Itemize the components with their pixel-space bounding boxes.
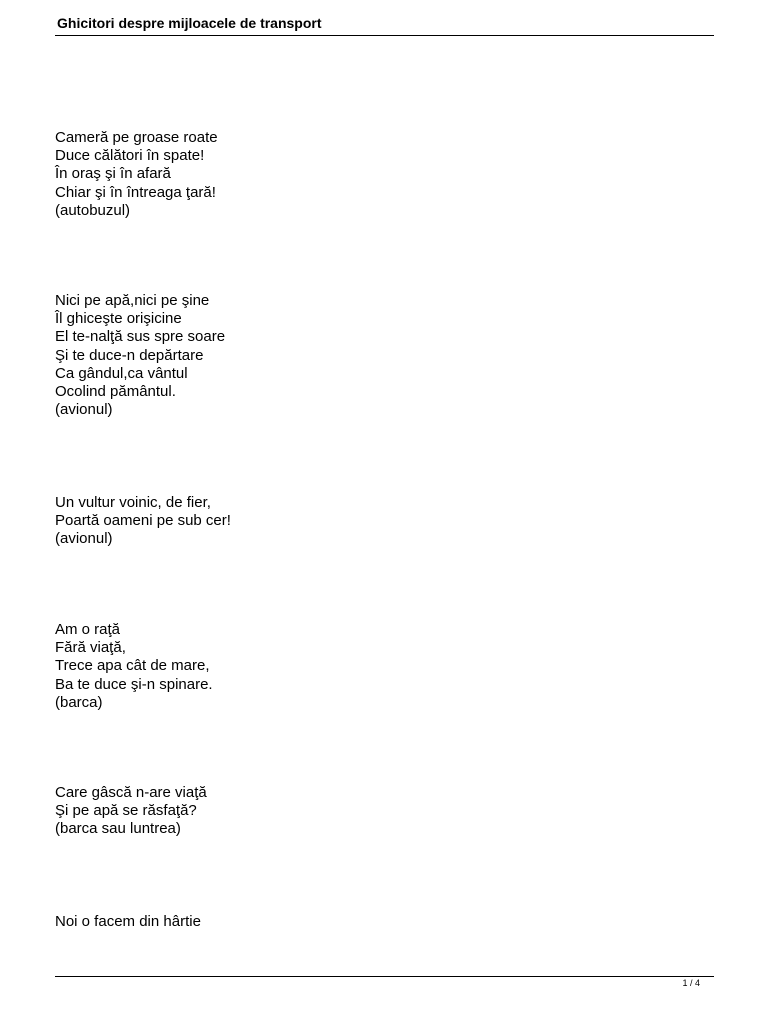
riddle-barca-2 <box>55 784 207 839</box>
page-header <box>55 13 714 36</box>
riddle-line: Îl ghiceşte orişicine <box>55 310 182 328</box>
riddle-line: Şi pe apă se răsfaţă? <box>55 802 197 820</box>
riddle-line: Ocolind pământul. <box>55 383 176 401</box>
riddle-avion-2 <box>55 494 231 549</box>
riddle-line: Chiar şi în întreaga ţară! <box>55 183 216 201</box>
riddle-answer: (avionul) <box>55 401 113 419</box>
riddle-line: Duce călători în spate! <box>55 147 205 165</box>
riddle-line: Am o raţă <box>55 621 121 638</box>
riddle-line: Care gâscă n-are viaţă <box>55 784 207 801</box>
riddle-line: Poartă oameni pe sub cer! <box>55 512 231 530</box>
riddle-line: Nici pe apă,nici pe şine <box>55 292 210 309</box>
riddle-line: Trece apa cât de mare, <box>55 657 210 675</box>
riddle-hartie <box>55 913 201 931</box>
riddle-autobuz <box>55 129 218 220</box>
riddle-line: El te-nalţă sus spre soare <box>55 328 226 346</box>
riddle-answer: (barca sau luntrea) <box>55 820 181 838</box>
riddle-avion-1 <box>55 292 225 419</box>
riddle-line: Fără viaţă, <box>55 639 126 657</box>
page-footer <box>55 976 714 988</box>
riddle-line: Un vultur voinic, de fier, <box>55 494 211 511</box>
riddle-line: În oraş şi în afară <box>55 165 171 183</box>
riddle-answer: (autobuzul) <box>55 201 131 219</box>
riddle-answer: (avionul) <box>55 530 113 548</box>
riddle-line: Şi te duce-n depărtare <box>55 346 204 364</box>
page-number: 1 / 4 <box>682 978 700 988</box>
riddle-answer: (barca) <box>55 693 103 711</box>
riddle-line: Ba te duce şi-n spinare. <box>55 675 213 693</box>
riddle-line: Ca gândul,ca vântul <box>55 364 188 382</box>
riddle-line: Noi o facem din hârtie <box>55 913 201 930</box>
page-title: Ghicitori despre mijloacele de transport <box>57 15 322 31</box>
riddle-barca-1 <box>55 621 213 712</box>
riddle-line: Cameră pe groase roate <box>55 129 218 146</box>
